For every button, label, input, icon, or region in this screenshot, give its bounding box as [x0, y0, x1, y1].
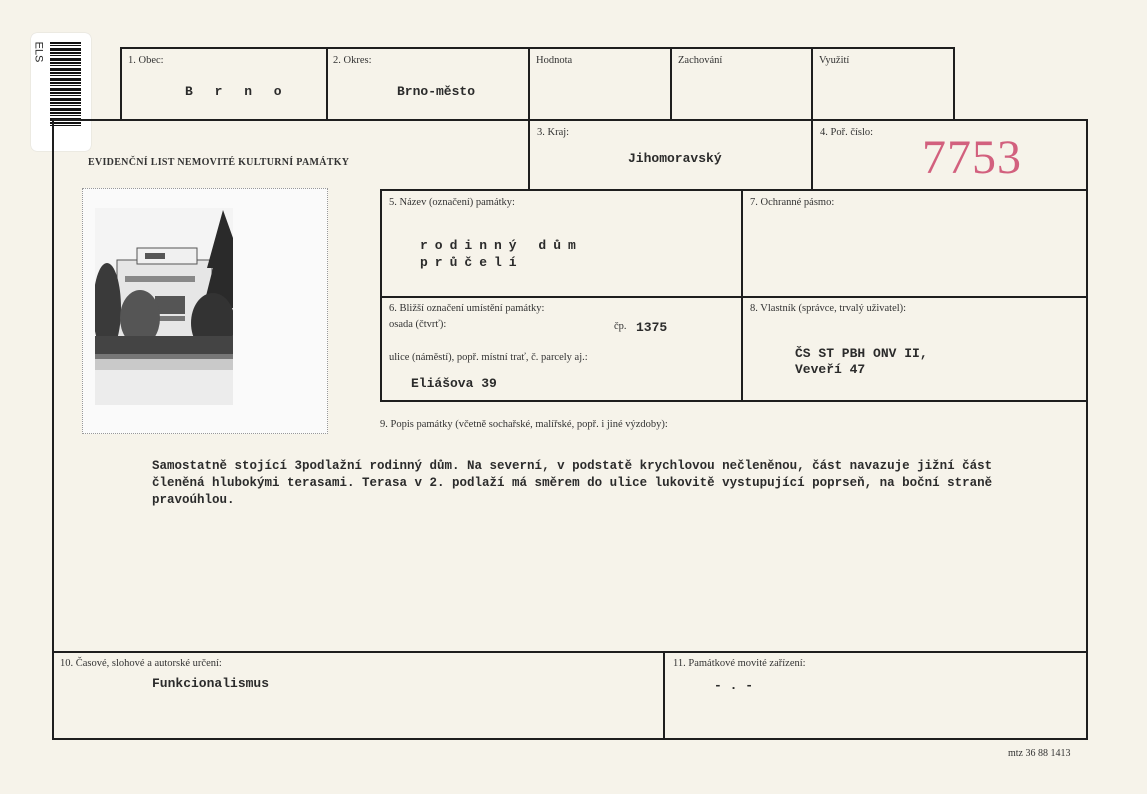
- cp-value: 1375: [636, 320, 668, 335]
- okres-value: Brno-město: [397, 84, 476, 99]
- obec-label: 1. Obec:: [128, 55, 164, 66]
- urceni-label: 10. Časové, slohové a autorské určení:: [60, 658, 222, 669]
- por-cislo-value: 7753: [922, 131, 1022, 184]
- popis-text: [152, 458, 1052, 509]
- kraj-value: Jihomoravský: [628, 151, 722, 166]
- sticker-label: ELS: [32, 41, 45, 63]
- vlastnik-label: 8. Vlastník (správce, trvalý uživatel):: [750, 303, 907, 314]
- zarizeni-value: - . -: [714, 678, 754, 693]
- ulice-label: ulice (náměstí), popř. místní trať, č. parcely aj.:: [389, 352, 588, 363]
- vyuziti-label: Využití: [819, 55, 850, 66]
- okres-label: 2. Okres:: [333, 55, 372, 66]
- vlastnik-line1: ČS ST PBH ONV II,: [795, 346, 928, 361]
- nazev-line1: rodinný dům: [420, 238, 583, 253]
- popis-line: pravoúhlou.: [152, 493, 235, 507]
- zarizeni-label: 11. Památkové movité zařízení:: [673, 658, 806, 669]
- umisteni-label: 6. Bližší označení umístění památky:: [389, 303, 545, 314]
- footer-code: mtz 36 88 1413: [1008, 748, 1071, 759]
- kraj-label: 3. Kraj:: [537, 127, 570, 138]
- osada-label: osada (čtvrť):: [389, 319, 447, 330]
- hodnota-label: Hodnota: [536, 55, 573, 66]
- por-cislo-label: 4. Poř. číslo:: [820, 127, 874, 138]
- nazev-line2: průčelí: [420, 255, 524, 270]
- barcode-icon: [50, 42, 81, 128]
- ochranne-pasmo-label: 7. Ochranné pásmo:: [750, 197, 835, 208]
- popis-line: Samostatně stojící 3podlažní rodinný dům. Na severní, v podstatě krychlovou nečleněnou, část navazuje jižní část: [152, 459, 993, 473]
- popis-line: členěná hlubokými terasami. Terasa v 2. podlaží má směrem do ulice lukovitě vystupující poprseň, na boční straně: [152, 476, 993, 490]
- house-photo: [95, 208, 233, 405]
- ulice-value: Eliášova 39: [411, 376, 497, 391]
- form-title: EVIDENČNÍ LIST NEMOVITÉ KULTURNÍ PAMÁTKY: [88, 157, 350, 168]
- popis-label: 9. Popis památky (včetně sochařské, malířské, popř. i jiné výzdoby):: [380, 419, 668, 430]
- urceni-value: Funkcionalismus: [152, 676, 270, 691]
- cp-label: čp.: [614, 321, 627, 332]
- nazev-label: 5. Název (označení) památky:: [389, 197, 515, 208]
- zachovani-label: Zachování: [678, 55, 723, 66]
- vlastnik-line2: Veveří 47: [795, 362, 866, 377]
- obec-value: B r n o: [185, 84, 289, 99]
